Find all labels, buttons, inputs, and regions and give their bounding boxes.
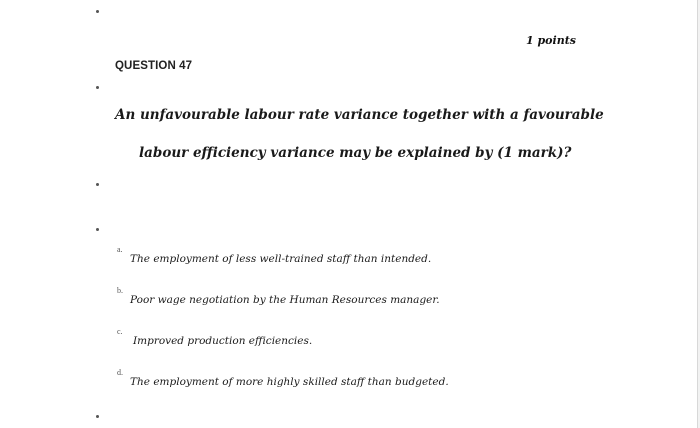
option-letter: a. (117, 245, 123, 254)
bullet-dot (96, 183, 99, 186)
bullet-dot (96, 86, 99, 89)
bullet-dot (96, 10, 99, 13)
option-text[interactable]: Poor wage negotiation by the Human Resources manager. (130, 294, 440, 306)
option-letter: b. (117, 286, 123, 295)
option-text[interactable]: The employment of more highly skilled staff than budgeted. (130, 376, 449, 388)
option-text[interactable]: The employment of less well-trained staff than intended. (130, 253, 432, 265)
bullet-dot (96, 228, 99, 231)
question-text-line-2: labour efficiency variance may be explained by (1 mark)? (139, 145, 572, 161)
question-number: QUESTION 47 (115, 60, 193, 72)
option-text[interactable]: Improved production efficiencies. (133, 335, 313, 347)
question-text-line-1: An unfavourable labour rate variance together with a favourable (115, 107, 604, 123)
points-label: 1 points (526, 34, 576, 47)
bullet-dot (96, 415, 99, 418)
option-letter: d. (117, 368, 123, 377)
option-letter: c. (117, 327, 123, 336)
